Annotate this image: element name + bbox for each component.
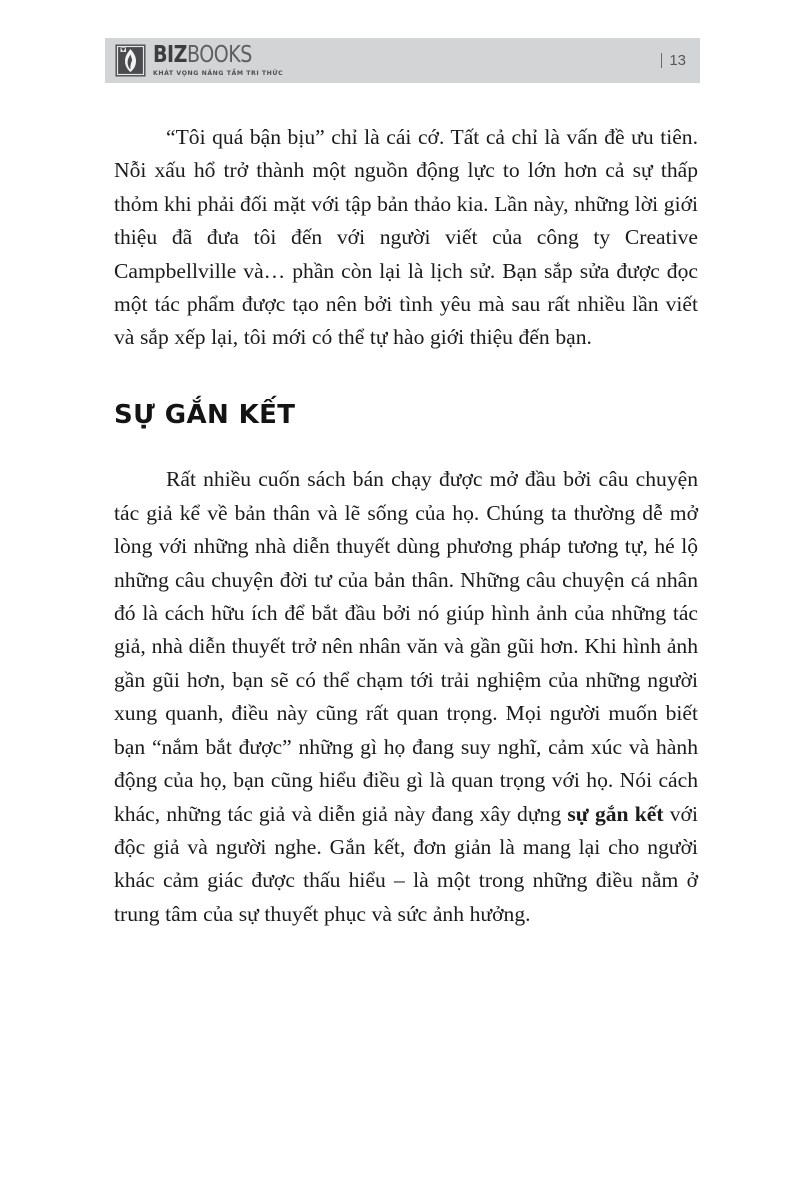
folio-divider-icon: [661, 53, 662, 68]
paragraph-intro: “Tôi quá bận bịu” chỉ là cái cớ. Tất cả chỉ là vấn đề ưu tiên. Nỗi xấu hổ trở thành một nguồn động lực to lớn hơn cả sự thấp thỏm khi phải đối mặt với tập bản thảo kia. Lần này, những lời giới thiệu đã đưa tôi đến với người viết của công ty Creative Campbellville và… phần còn lại là lịch sử. Bạn sắp sửa được đọc một tác phẩm được tạo nên bởi tình yêu mà sau rất nhiều lần viết và sắp xếp lại, tôi mới có thể tự hào giới thiệu đến bạn.: [114, 125, 698, 350]
spacer-before-heading: [114, 355, 698, 401]
page-number: 13: [669, 52, 686, 69]
page-header-bar: [105, 38, 700, 83]
brand-name-biz: BIZ: [153, 42, 188, 69]
paragraph-connection-part2: với độc giả và người nghe. Gắn kết, đơn giản là mang lại cho người khác cảm giác được thấu hiểu – là một trong những điều nằm ở trung tâm của sự thuyết phục và sức ảnh hưởng.: [114, 801, 698, 926]
emphasis-su-gan-ket: sự gắn kết: [567, 801, 664, 826]
brand-tagline: KHÁT VỌNG NÂNG TẦM TRI THỨC: [153, 69, 284, 77]
brand-wordmark: [153, 44, 283, 77]
page-content: [114, 121, 698, 931]
spacer-after-heading: [114, 429, 698, 463]
folio: [661, 52, 686, 69]
paragraph-connection-part1: Rất nhiều cuốn sách bán chạy được mở đầu bởi câu chuyện tác giả kể về bản thân và lẽ sống của họ. Chúng ta thường dễ mở lòng với những nhà diễn thuyết dùng phương pháp tương tự, hé lộ những câu chuyện đời tư của bản thân. Những câu chuyện cá nhân đó là cách hữu ích để bắt đầu bởi nó giúp hình ảnh của những tác giả, nhà diễn thuyết trở nên nhân văn và gần gũi hơn. Khi hình ảnh gần gũi hơn, bạn sẽ có thể chạm tới trải nghiệm của những người xung quanh, điều này cũng rất quan trọng. Mọi người muốn biết bạn “nắm bắt được” những gì họ đang suy nghĩ, cảm xúc và hành động của họ, bạn cũng hiểu điều gì là quan trọng với họ. Nói cách khác, những tác giả và diễn giả này đang xây dựng: [114, 467, 698, 826]
section-heading: SỰ GẮN KẾT: [114, 399, 296, 430]
brand-name: [153, 44, 273, 67]
paragraph-connection: [114, 463, 698, 931]
brand-name-books: BOOKS: [187, 42, 252, 69]
publisher-branding: [115, 44, 283, 77]
book-flame-emblem-icon: [115, 44, 146, 77]
